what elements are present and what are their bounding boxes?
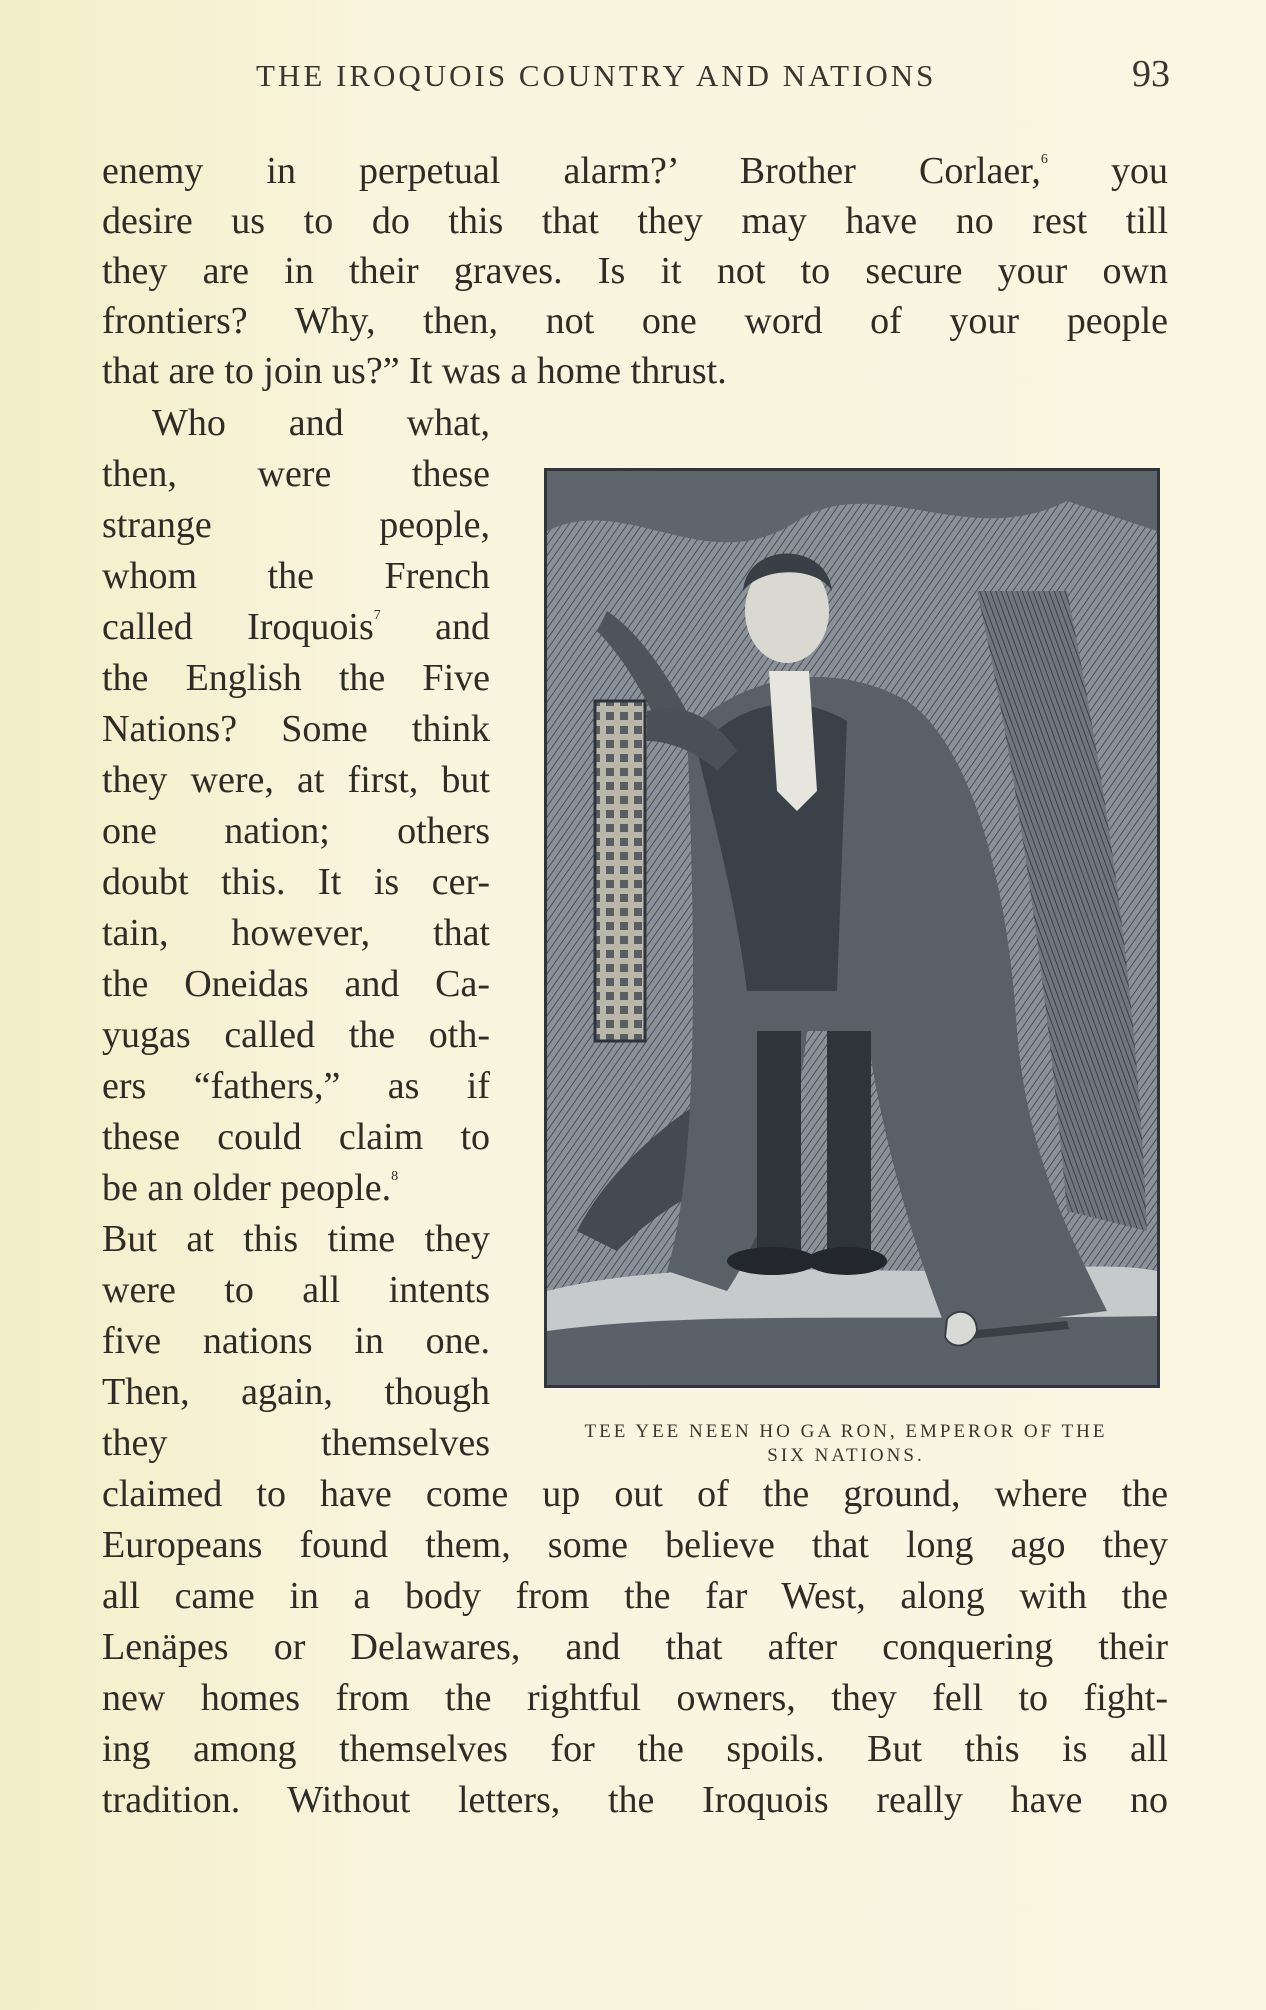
text-line: Europeans found them, some believe that long ago they [102, 1524, 1168, 1566]
text-line: ers “fathers,” as if [102, 1065, 490, 1107]
text-line: the English the Five [102, 657, 490, 699]
text-line: desire us to do this that they may have no rest till [102, 200, 1168, 242]
text-line: these could claim to [102, 1116, 490, 1158]
running-head-title: THE IROQUOIS COUNTRY AND NATIONS [256, 58, 937, 93]
text-line: all came in a body from the far West, along with the [102, 1575, 1168, 1617]
text-line: tain, however, that [102, 912, 490, 954]
footnote-marker: 7 [373, 608, 381, 623]
text-line: five nations in one. [102, 1320, 490, 1362]
text-line: they themselves [102, 1422, 490, 1464]
text-line: Lenäpes or Delawares, and that after conquering their [102, 1626, 1168, 1668]
text-line: tradition. Without letters, the Iroquois really have no [102, 1779, 1168, 1821]
text-line: they were, at first, but [102, 759, 490, 801]
text-line: then, were these [102, 453, 490, 495]
page-number: 93 [1132, 53, 1170, 95]
text-line: But at this time they [102, 1218, 490, 1260]
text-line: enemy in perpetual alarm?’ Brother Corlaer,$^6$ you [102, 150, 1169, 192]
text-line: one nation; others [102, 810, 490, 852]
text-line: new homes from the rightful owners, they fell to fight- [102, 1677, 1168, 1719]
text-line: doubt this. It is cer- [102, 861, 490, 903]
text-line: called Iroquois$^7$ and [102, 606, 490, 648]
text-line: they are in their graves. Is it not to secure your own [102, 250, 1168, 292]
text-line: that are to join us?” It was a home thrust. [102, 350, 727, 392]
engraving-illustration [544, 468, 1160, 1388]
text-line: Then, again, though [102, 1371, 490, 1413]
text-line: Who and what, [152, 402, 490, 444]
text-line: strange people, [102, 504, 490, 546]
text-line: claimed to have come up out of the ground, where the [102, 1473, 1168, 1515]
caption-line: TEE YEE NEEN HO GA RON, EMPEROR OF THE [584, 1421, 1108, 1442]
text-line: frontiers? Why, then, not one word of your people [102, 300, 1168, 342]
footnote-marker: 8 [391, 1169, 399, 1184]
text-line: ing among themselves for the spoils. But this is all [102, 1728, 1168, 1770]
text-line: were to all intents [102, 1269, 490, 1311]
text-line: yugas called the oth- [102, 1014, 490, 1056]
engraving-portrait-image [547, 471, 1157, 1385]
caption-line: SIX NATIONS. [767, 1445, 925, 1466]
text-line: the Oneidas and Ca- [102, 963, 490, 1005]
figure-caption [526, 1420, 1166, 1468]
text-line: whom the French [102, 555, 490, 597]
text-line: be an older people.$^8$ [102, 1167, 399, 1209]
footnote-marker: 6 [1040, 152, 1048, 167]
text-line: Nations? Some think [102, 708, 490, 750]
